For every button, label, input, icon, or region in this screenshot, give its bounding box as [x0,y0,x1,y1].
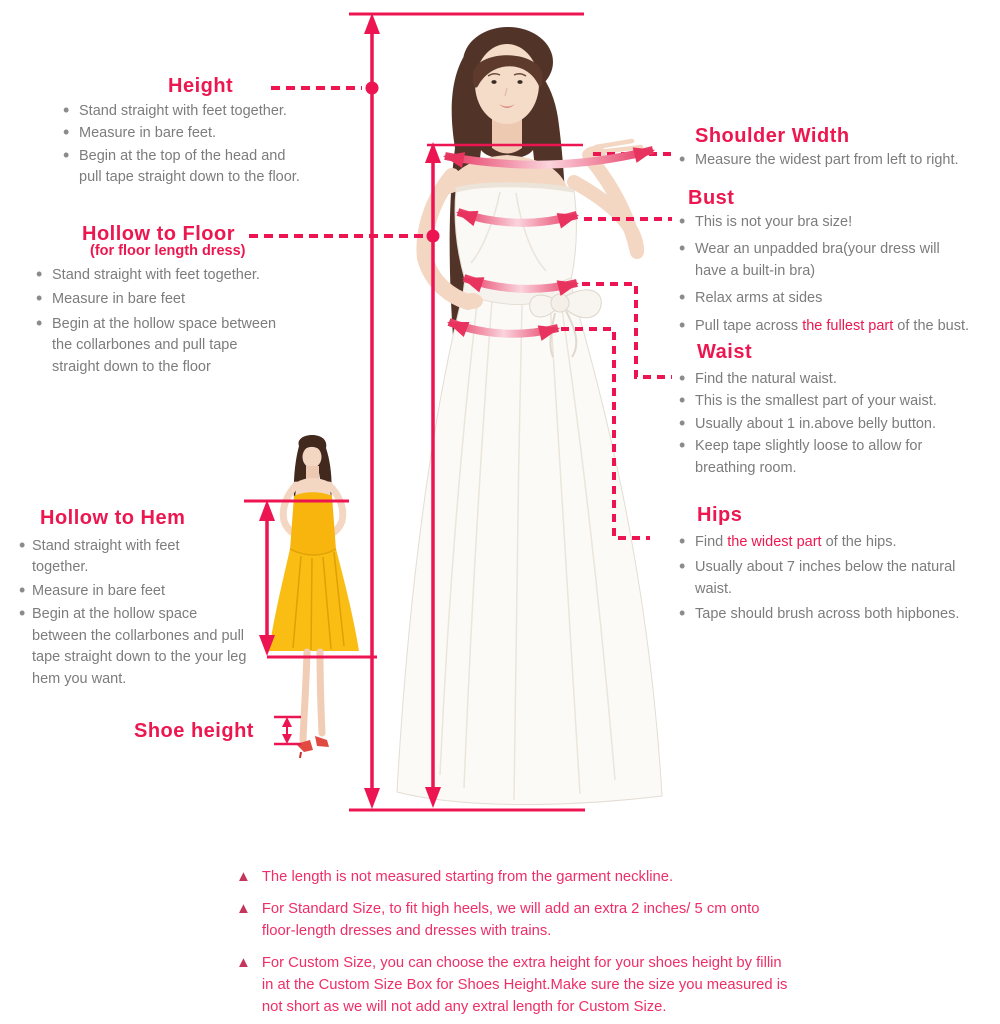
highlighted-text: the widest part [727,533,822,550]
bullet-item [678,316,1000,338]
bullet-item [18,581,288,603]
text-segment: the collarbones and pull tape [52,337,238,353]
hips-title: Hips [697,504,743,526]
bullet-item [35,265,365,287]
bullet-item [35,314,365,379]
text-segment: Measure in bare feet [52,291,185,307]
footnote-text [262,898,760,942]
text-segment: tape straight down to the your leg [32,649,247,665]
text-segment: have a built-in bra) [695,262,816,279]
text-segment: hem you want. [32,670,127,687]
waist-title: Waist [697,341,753,363]
bullet-item [18,536,288,579]
bullet-item [678,391,1000,413]
bullet-item [18,604,288,690]
text-segment: Begin at the hollow space [32,606,198,622]
footnote [236,866,896,888]
bullet-item [678,532,1000,554]
text-segment: Stand straight with feet together. [52,266,260,283]
footnotes [236,866,896,1024]
text-segment: Measure in bare feet [32,582,165,599]
text-segment: The length is not measured starting from the garment neckline. [261,869,674,885]
text-segment: Usually about 7 inches below the natural [695,559,956,575]
text-segment: between the collarbones and pull [32,627,245,644]
section-hollow-to-floor [35,224,365,381]
text-segment: Find the natural waist. [695,370,837,387]
section-hollow-to-hem [18,508,288,692]
text-segment: Relax arms at sides [695,290,823,306]
text-segment: Measure in bare feet. [79,125,217,141]
text-segment: Wear an unpadded bra(your dress will [695,241,940,257]
text-segment: Tape should brush across both hipbones. [695,606,960,622]
text-segment: breathing room. [695,459,797,476]
text-segment: Stand straight with feet together. [79,102,287,119]
hollow-to-floor-title: Hollow to Floor [82,223,236,245]
height-title: Height [168,75,234,97]
text-segment: For Custom Size, you can choose the extra height for your shoes height by fillin [261,955,782,971]
bullet-item [678,239,1000,282]
warning-triangle-icon: ▲ [236,954,251,971]
shoe-height-title: Shoe height [134,720,254,742]
bullet-item [35,289,365,311]
bullet-item [678,557,1000,600]
bust-bullets [678,212,1000,338]
text-segment: Begin at the top of the head and [79,147,286,164]
text-segment: waist. [695,580,733,597]
bullet-item [678,212,1000,234]
text-segment: Stand straight with feet [32,537,180,554]
warning-triangle-icon: ▲ [236,900,251,917]
text-segment: of the hips. [821,533,897,550]
height-bullets [62,101,362,189]
section-shoe-height [134,721,254,747]
model-tall-figure [397,27,662,805]
text-segment: For Standard Size, to fit high heels, we will add an extra 2 inches/ 5 cm onto [261,901,760,917]
bullet-item [62,123,362,145]
text-segment: of the bust. [893,317,970,334]
bullet-item [678,150,1000,172]
waist-bullets [678,369,1000,480]
text-segment: Measure the widest part from left to right. [695,151,959,168]
text-segment: Pull tape across [695,317,803,334]
text-segment: Keep tape slightly loose to allow for [695,438,923,454]
text-segment: Find [695,533,728,550]
shoulder-width-title: Shoulder Width [695,125,850,147]
footnote [236,898,896,942]
bust-title: Bust [688,187,735,209]
text-segment: floor-length dresses and dresses with trains. [261,923,552,939]
hips-bullets [678,532,1000,626]
section-hips [678,505,1000,630]
text-segment: not short as we will not add any extral length for Custom Size. [261,999,667,1015]
bullet-item [62,101,362,123]
bullet-item [678,288,1000,310]
text-segment: Usually about 1 in.above belly button. [695,415,937,432]
footnote-text [262,866,673,888]
bullet-item [678,604,1000,626]
bullet-item [678,414,1000,436]
bullet-item [678,436,1000,479]
section-bust [678,188,1000,343]
shoulder-width-bullets [678,150,1000,172]
footnote [236,952,896,1018]
text-segment: Begin at the hollow space between [52,315,277,332]
text-segment: This is not your bra size! [695,213,853,230]
text-segment: in at the Custom Size Box for Shoes Height.Make sure the size you measured is [261,977,788,993]
highlighted-text: the fullest part [802,317,894,334]
bullet-item [678,369,1000,391]
section-waist [678,342,1000,480]
text-segment: This is the smallest part of your waist. [695,393,937,409]
hollow-to-floor-subtitle: (for floor length dress) [90,242,246,259]
text-segment: straight down to the floor [52,358,211,375]
text-segment: pull tape straight down to the floor. [79,169,300,185]
warning-triangle-icon: ▲ [236,868,251,885]
section-shoulder-width [678,126,1000,174]
hollow-to-hem-title: Hollow to Hem [40,507,186,529]
hollow-to-hem-bullets [18,536,288,691]
section-height [62,76,362,190]
footnote-text [262,952,788,1018]
bullet-item [62,146,362,189]
text-segment: together. [32,559,89,575]
hollow-to-floor-bullets [35,265,365,379]
